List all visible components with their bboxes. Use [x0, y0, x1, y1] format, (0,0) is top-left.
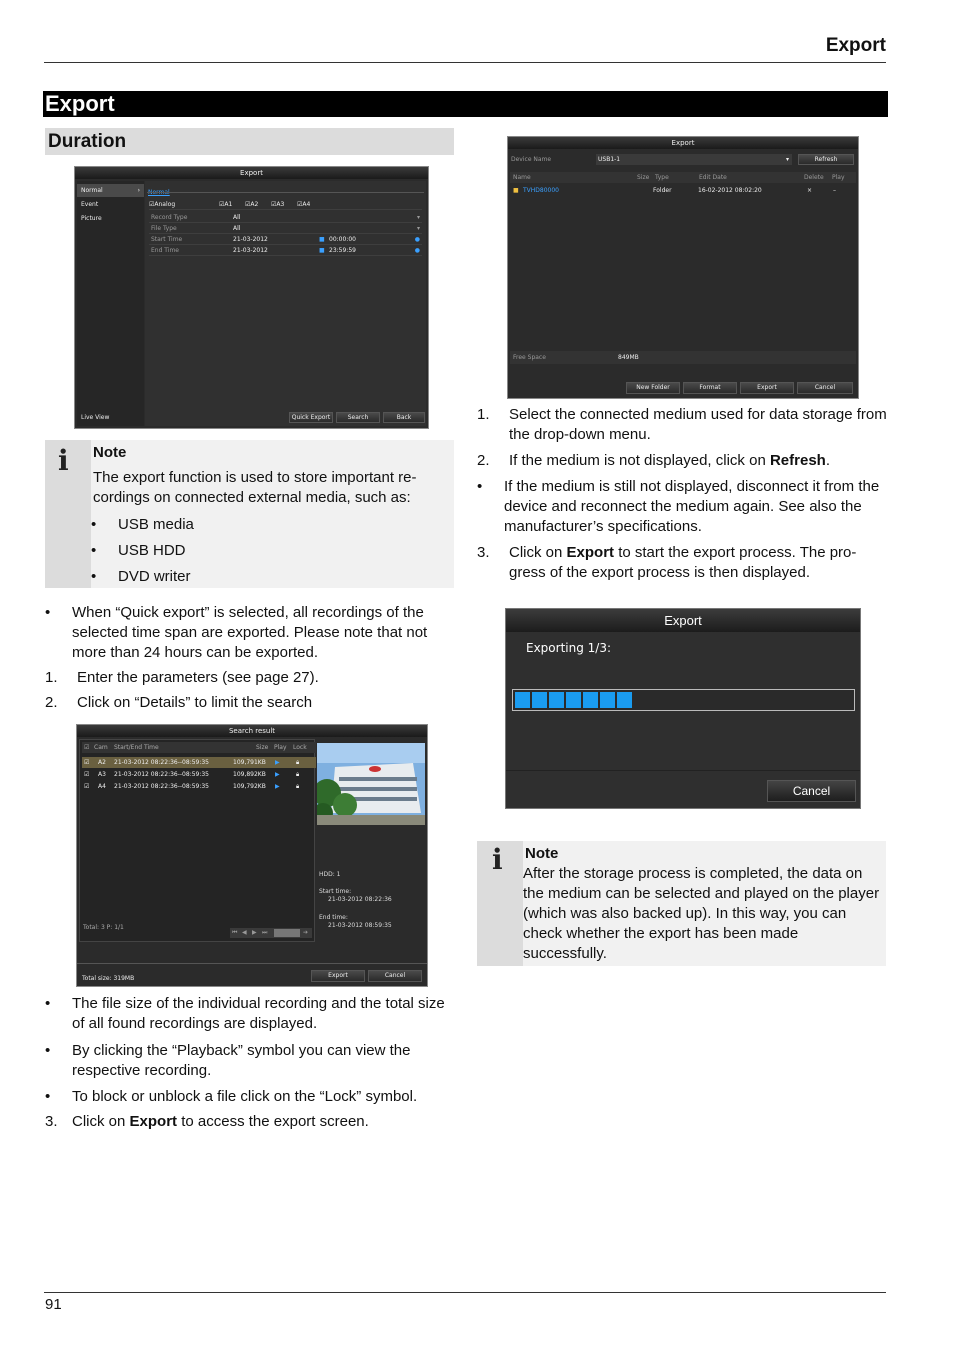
progress-fill: [515, 692, 633, 708]
cell-date: 16-02-2012 08:02:20: [698, 187, 762, 194]
play-icon[interactable]: ▶: [275, 759, 280, 766]
cell-time: 21-03-2012 08:22:36--08:59:35: [114, 783, 210, 790]
quick-export-button[interactable]: Quick Export: [289, 412, 333, 423]
field-label: Start Time: [151, 236, 183, 243]
text: to start the export process. The pro-gress of the export process is then displayed.: [509, 544, 857, 581]
dropdown-icon: ▾: [416, 225, 420, 232]
prev-page-icon[interactable]: ◀: [242, 929, 247, 936]
step-text: Enter the parameters (see page 27).: [77, 669, 319, 686]
cancel-button[interactable]: Cancel: [797, 382, 853, 394]
step-number: 3.: [45, 1113, 58, 1130]
new-folder-button[interactable]: New Folder: [626, 382, 680, 394]
lock-icon[interactable]: 🔒︎: [296, 759, 300, 766]
column-header: Start/End Time: [114, 744, 159, 751]
step-text: Click on “Details” to limit the search: [77, 694, 313, 711]
cell-cam: A4: [98, 783, 106, 790]
free-space-label: Free Space: [513, 354, 546, 361]
column-header: Size: [256, 744, 269, 751]
step-text: [72, 1112, 369, 1132]
column-header: Delete: [804, 174, 824, 181]
section-title: Export: [43, 91, 888, 117]
info-icon: i: [492, 843, 503, 876]
cancel-button[interactable]: Cancel: [767, 780, 856, 802]
field-value: 21-03-2012: [233, 236, 268, 243]
building-photo: [317, 743, 425, 825]
step-text: [509, 543, 889, 583]
page-header-title: Export: [825, 35, 886, 56]
device-name-label: Device Name: [511, 156, 552, 163]
checkbox[interactable]: ☑: [84, 771, 90, 778]
page-input[interactable]: [274, 929, 300, 937]
column-header: Play: [832, 174, 845, 181]
dropdown-icon: ▾: [416, 214, 420, 221]
free-space-value: 849MB: [618, 354, 639, 361]
field-value: All: [233, 214, 241, 221]
screen-title: Export: [75, 167, 428, 179]
last-page-icon[interactable]: ⏭: [262, 929, 268, 936]
column-header: Size: [637, 174, 650, 181]
select-value: USB1-1: [598, 156, 621, 163]
table-row[interactable]: [510, 185, 856, 196]
file-type-row[interactable]: [149, 224, 422, 234]
export-button[interactable]: Export: [311, 970, 365, 982]
export-progress-dialog: [505, 608, 861, 809]
file-table-header: [510, 172, 856, 183]
clock-icon[interactable]: ●: [414, 247, 420, 254]
bullet-icon: •: [477, 478, 483, 495]
checkbox-a3[interactable]: ☑ A3: [271, 201, 285, 208]
format-button[interactable]: Format: [683, 382, 737, 394]
field-label: File Type: [151, 225, 177, 232]
total-size: Total size: 319MB: [82, 975, 135, 982]
column-header: Lock: [293, 744, 307, 751]
step-number: 3.: [477, 544, 490, 561]
pagination[interactable]: [230, 928, 312, 938]
bullet-icon: •: [91, 542, 97, 559]
cancel-button[interactable]: Cancel: [368, 970, 422, 982]
info-icon: i: [58, 444, 69, 477]
subsection-title: Duration: [45, 128, 454, 155]
export-sidebar: [77, 181, 144, 426]
preview-image: [317, 743, 425, 825]
text: to access the export screen.: [177, 1113, 369, 1130]
end-time-value: 21-03-2012 08:59:35: [328, 922, 392, 929]
play-icon[interactable]: ▶: [275, 783, 280, 790]
dropdown-icon: ▾: [785, 156, 789, 163]
clock-icon[interactable]: ●: [414, 236, 420, 243]
paragraph: By clicking the “Playback” symbol you can view the respective recording.: [72, 1042, 411, 1079]
screen-title: Search result: [77, 725, 427, 737]
end-time-label: End time:: [319, 914, 348, 921]
paragraph: If the medium is still not displayed, disconnect it from the device and reconnect the medium again. See also the manufacturer’s specifications.: [504, 478, 880, 535]
start-time-row[interactable]: [149, 235, 422, 245]
calendar-icon[interactable]: ■: [319, 236, 325, 243]
bold-text: Export: [129, 1113, 178, 1130]
export-button[interactable]: Export: [740, 382, 794, 394]
divider: [77, 963, 427, 964]
bullet-icon: •: [91, 568, 97, 585]
back-button[interactable]: Back: [383, 412, 425, 423]
go-page-icon[interactable]: ➔: [303, 929, 309, 936]
end-time-row[interactable]: [149, 246, 422, 256]
text: If the medium is not displayed, click on: [509, 452, 770, 469]
header-rule: [44, 62, 886, 63]
cell-name: TVHD80000: [523, 187, 559, 194]
cell-time: 21-03-2012 08:22:36--08:59:35: [114, 771, 210, 778]
bullet-icon: •: [45, 1088, 51, 1105]
refresh-button[interactable]: Refresh: [798, 154, 854, 165]
cell-cam: A3: [98, 771, 106, 778]
note-item: USB HDD: [118, 542, 186, 559]
play-icon[interactable]: ▶: [275, 771, 280, 778]
note-box: [45, 440, 454, 588]
checkbox-a4[interactable]: ☑ A4: [297, 201, 311, 208]
hdd-info: HDD: 1: [319, 871, 341, 878]
checkbox-analog[interactable]: ☑ Analog: [149, 201, 176, 208]
page-number: 91: [45, 1296, 62, 1313]
lock-icon[interactable]: 🔒︎: [296, 771, 300, 778]
dialog-title: Export: [506, 609, 860, 632]
table-row[interactable]: [82, 757, 316, 768]
checkbox[interactable]: ☑: [84, 759, 90, 766]
text: .: [825, 452, 830, 469]
bullet-icon: •: [45, 995, 51, 1012]
total-count: Total: 3 P: 1/1: [83, 924, 124, 931]
step-text: [509, 451, 889, 471]
device-select[interactable]: [596, 154, 792, 165]
field-time: 00:00:00: [329, 236, 356, 243]
checkbox[interactable]: ☑: [84, 783, 90, 790]
table-row[interactable]: [82, 769, 316, 780]
text: Click on: [509, 544, 567, 561]
cell-size: 109,792KB: [233, 783, 266, 790]
cell-time: 21-03-2012 08:22:36--08:59:35: [114, 759, 210, 766]
export-main-panel: [145, 181, 426, 426]
cell-type: Folder: [653, 187, 672, 194]
note-title: Note: [525, 845, 559, 862]
column-header: Name: [513, 174, 531, 181]
note-box: [477, 841, 886, 966]
free-space-row: [510, 351, 856, 364]
paragraph: The file size of the individual recording and the total size of all found recordings are displayed.: [72, 995, 445, 1032]
paragraph: When “Quick export” is selected, all recordings of the selected time span are exported. Please note that not more than 24 hours can be exported.: [72, 604, 428, 661]
column-header: Edit Date: [699, 174, 727, 181]
field-label: End Time: [151, 247, 179, 254]
sidebar-item-picture[interactable]: Picture: [81, 215, 102, 222]
note-title: Note: [93, 444, 127, 461]
bold-text: Export: [566, 544, 615, 561]
field-value: All: [233, 225, 241, 232]
step-number: 1.: [45, 669, 58, 686]
checkbox-a2[interactable]: ☑ A2: [245, 201, 259, 208]
result-list: [79, 739, 315, 942]
field-label: Record Type: [151, 214, 188, 221]
sidebar-item-event[interactable]: Event: [81, 201, 99, 208]
record-type-row[interactable]: [149, 213, 422, 223]
note-text: The export function is used to store important re-cordings on connected external media, such as:: [93, 469, 417, 506]
next-page-icon[interactable]: ▶: [252, 929, 257, 936]
start-time-label: Start time:: [319, 888, 352, 895]
lock-icon[interactable]: 🔒︎: [296, 783, 300, 790]
calendar-icon[interactable]: ■: [319, 247, 325, 254]
export-status: Exporting 1/3:: [526, 641, 612, 655]
camera-checkboxes: [149, 200, 422, 210]
bullet-icon: •: [45, 604, 51, 621]
checkbox-all[interactable]: ☑: [84, 744, 90, 751]
export-device-screenshot: [507, 136, 859, 399]
column-header: Cam: [94, 744, 108, 751]
paragraph: To block or unblock a file click on the “Lock” symbol.: [72, 1088, 418, 1105]
result-header: [82, 742, 316, 753]
cell-cam: A2: [98, 759, 106, 766]
divider: [506, 770, 860, 771]
divider: [147, 192, 424, 193]
note-text: After the storage process is completed, the data on the medium can be selected and played on the player (which was also backed up). In this way, you can check whether the export has been made successfully.: [523, 865, 880, 962]
cell-size: 109,791KB: [233, 759, 266, 766]
search-result-screenshot: [76, 724, 428, 987]
sidebar-item-normal[interactable]: Normal ›: [77, 184, 144, 197]
play-icon[interactable]: –: [833, 187, 836, 194]
footer-rule: [44, 1292, 886, 1293]
progress-bar: [512, 689, 855, 711]
delete-icon[interactable]: ×: [807, 187, 813, 194]
step-number: 1.: [477, 406, 490, 423]
bullet-icon: •: [91, 516, 97, 533]
cell-size: 109,892KB: [233, 771, 266, 778]
chevron-right-icon: ›: [137, 187, 140, 194]
bold-text: Refresh: [769, 452, 826, 469]
step-number: 2.: [45, 694, 58, 711]
table-row[interactable]: [82, 781, 316, 792]
note-item: USB media: [118, 516, 194, 533]
note-item: DVD writer: [118, 568, 191, 585]
text: Click on: [72, 1113, 130, 1130]
first-page-icon[interactable]: ⏮: [232, 929, 238, 936]
screen-title: Export: [508, 137, 858, 149]
field-time: 23:59:59: [329, 247, 356, 254]
start-time-value: 21-03-2012 08:22:36: [328, 896, 392, 903]
step-text: Select the connected medium used for data storage from the drop-down menu.: [509, 406, 887, 443]
bullet-icon: •: [45, 1042, 51, 1059]
search-button[interactable]: Search: [336, 412, 380, 423]
checkbox-a1[interactable]: ☑ A1: [219, 201, 233, 208]
step-number: 2.: [477, 452, 490, 469]
sidebar-item-live-view[interactable]: Live View: [81, 414, 110, 421]
column-header: Type: [655, 174, 669, 181]
field-value: 21-03-2012: [233, 247, 268, 254]
folder-icon: ■: [513, 187, 519, 194]
export-normal-screenshot: [74, 166, 429, 429]
column-header: Play: [274, 744, 287, 751]
